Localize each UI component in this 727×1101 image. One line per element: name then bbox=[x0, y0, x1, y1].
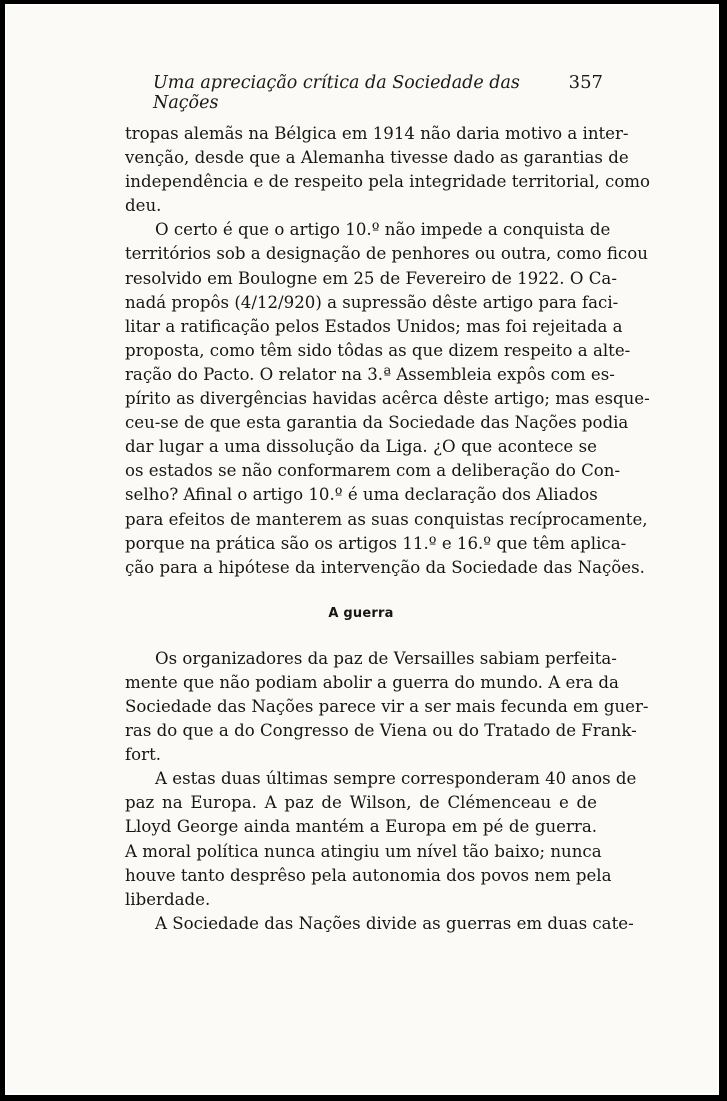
text-line: ceu-se de que esta garantia da Sociedade das Nações podia bbox=[125, 413, 629, 433]
text-line: Lloyd George ainda mantém a Europa em pé de guerra. bbox=[125, 817, 597, 837]
text-line: nadá propôs (4/12/920) a supressão dêste artigo para faci- bbox=[125, 292, 619, 312]
text-line: O certo é que o artigo 10.º não impede a conquista de bbox=[155, 220, 611, 240]
text-line: porque na prática são os artigos 11.º e 16.º que têm aplica- bbox=[125, 533, 627, 553]
text-line: independência e de respeito pela integridade territorial, como bbox=[125, 172, 651, 192]
text-line: resolvido em Boulogne em 25 de Fevereiro de 1922. O Ca- bbox=[125, 268, 617, 288]
text-before-heading bbox=[125, 122, 651, 580]
paragraph bbox=[125, 767, 637, 912]
text-line: venção, desde que a Alemanha tivesse dado as garantias de bbox=[125, 148, 629, 168]
text-line: mente que não podiam abolir a guerra do mundo. A era da bbox=[125, 672, 619, 692]
text-line: para efeitos de manterem as suas conquistas recíprocamente, bbox=[125, 509, 648, 529]
running-title: Uma apreciação crítica da Sociedade das Nações bbox=[153, 73, 520, 113]
text-line: selho? Afinal o artigo 10.º é uma declaração dos Aliados bbox=[125, 485, 598, 505]
book-page bbox=[5, 4, 719, 1095]
paragraph bbox=[125, 912, 634, 936]
text-line: ras do que a do Congresso de Viena ou do Tratado de Frank- bbox=[125, 721, 637, 741]
text-line: dar lugar a uma dissolução da Liga. ¿O que acontece se bbox=[125, 437, 597, 457]
text-line: fort. bbox=[125, 745, 162, 765]
page-number: 357 bbox=[568, 72, 603, 93]
text-line: ção para a hipótese da intervenção da Sociedade das Nações. bbox=[125, 557, 645, 577]
text-line: houve tanto desprêso pela autonomia dos povos nem pela bbox=[125, 865, 612, 885]
text-line: A estas duas últimas sempre corresponderam 40 anos de bbox=[155, 769, 637, 789]
text-line: ração do Pacto. O relator na 3.ª Assembleia expôs com es- bbox=[125, 364, 615, 384]
text-line: Os organizadores da paz de Versailles sabiam perfeita- bbox=[155, 648, 617, 668]
paragraph bbox=[125, 218, 650, 579]
text-line: deu. bbox=[125, 196, 162, 216]
text-line: paz na Europa. A paz de Wilson, de Clémenceau e de bbox=[125, 793, 597, 813]
paragraph bbox=[125, 647, 649, 767]
text-line: A moral política nunca atingiu um nível tão baixo; nunca bbox=[125, 841, 602, 861]
text-line: Sociedade das Nações parece vir a ser mais fecunda em guer- bbox=[125, 696, 649, 716]
text-line: os estados se não conformarem com a deliberação do Con- bbox=[125, 461, 621, 481]
text-after-heading bbox=[125, 647, 649, 936]
text-line: tropas alemãs na Bélgica em 1914 não daria motivo a inter- bbox=[125, 124, 629, 143]
page-body bbox=[125, 122, 651, 936]
text-line: proposta, como têm sido tôdas as que dizem respeito a alte- bbox=[125, 340, 631, 360]
section-heading: A guerra bbox=[328, 605, 394, 621]
text-line: litar a ratificação pelos Estados Unidos; mas foi rejeitada a bbox=[125, 316, 623, 336]
text-line: A Sociedade das Nações divide as guerras em duas cate- bbox=[155, 913, 634, 933]
text-line: pírito as divergências havidas acêrca dêste artigo; mas esque- bbox=[125, 389, 650, 409]
paragraph bbox=[125, 122, 651, 218]
text-line: territórios sob a designação de penhores ou outra, como ficou bbox=[125, 244, 648, 264]
text-line: liberdade. bbox=[125, 889, 211, 909]
running-header bbox=[153, 72, 603, 113]
